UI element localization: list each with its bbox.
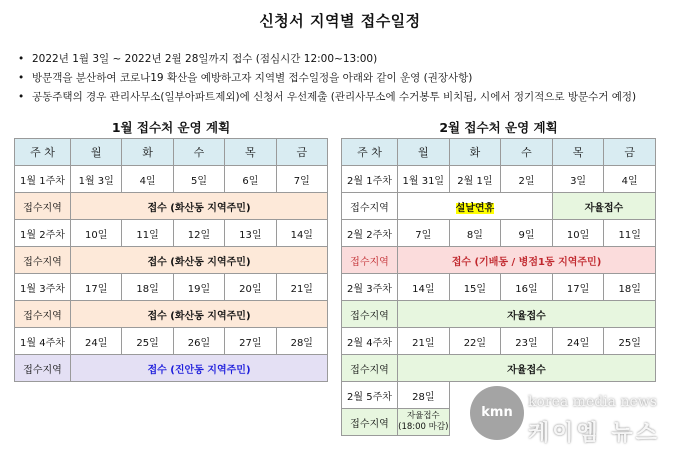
holiday-cell bbox=[398, 193, 553, 220]
table-row: 1월 4주차 24일 25일 26일 27일 28일 bbox=[15, 328, 328, 355]
table-row: 1월 2주차 10일 11일 12일 13일 14일 bbox=[15, 220, 328, 247]
watermark-english: korea media news bbox=[528, 394, 657, 410]
table-row: 1월 1주차 1월 3일 4일 5일 6일 7일 bbox=[15, 166, 328, 193]
notice-item: • 2022년 1월 3일 ~ 2022년 2월 28일까지 접수 (점심시간 12:00~13:00) bbox=[18, 50, 636, 69]
notice-item: • 방문객을 분산하여 코로나19 확산을 예방하고자 지역별 접수일정을 아래와 같이 운영 (권장사항) bbox=[18, 69, 636, 88]
table-row: 2월 2주차 7일 8일 9일 10일 11일 bbox=[342, 220, 656, 247]
area-cell: 자율접수 bbox=[398, 355, 656, 382]
area-row: 접수지역 접수 (진안동 지역주민) bbox=[15, 355, 328, 382]
area-row: 접수지역 접수 (화산동 지역주민) bbox=[15, 247, 328, 274]
table-row: 2월 1주차 1월 31일 2월 1일 2일 3일 4일 bbox=[342, 166, 656, 193]
area-cell: 접수 (화산동 지역주민) bbox=[71, 247, 328, 274]
area-row: 접수지역 접수 (화산동 지역주민) bbox=[15, 301, 328, 328]
watermark bbox=[470, 382, 680, 464]
area-row: 접수지역 자율접수 bbox=[342, 301, 656, 328]
area-row: 접수지역 자율접수 (18:00 마감) bbox=[342, 409, 656, 436]
feb-plan-title: 2월 접수처 운영 계획 bbox=[439, 120, 558, 135]
area-cell: 접수 (화산동 지역주민) bbox=[71, 193, 328, 220]
jan-plan-title: 1월 접수처 운영 계획 bbox=[111, 120, 231, 135]
jan-schedule-table bbox=[14, 138, 328, 382]
area-row: 접수지역 접수 (화산동 지역주민) bbox=[15, 193, 328, 220]
watermark-korean: 케이엠 뉴스 bbox=[528, 421, 660, 446]
holiday-label: 설날연휴 bbox=[455, 202, 495, 214]
bullet-icon: • bbox=[18, 91, 25, 103]
area-cell: 자율접수 bbox=[398, 301, 656, 328]
area-cell: 자율접수 bbox=[552, 193, 655, 220]
table-row: 2월 5주차 28일 bbox=[342, 382, 656, 409]
kmn-logo-icon: kmn bbox=[470, 386, 524, 440]
area-cell: 자율접수 (18:00 마감) bbox=[398, 409, 450, 436]
table-header-row: 주 차 월 화 수 목 금 bbox=[15, 139, 328, 166]
table-row: 2월 3주차 14일 15일 16일 17일 18일 bbox=[342, 274, 656, 301]
notice-list bbox=[18, 50, 636, 107]
area-row: 접수지역 자율접수 bbox=[342, 355, 656, 382]
notice-item: • 공동주택의 경우 관리사무소(일부아파트제외)에 신청서 우선제출 (관리사무소에 수거봉투 비치됨, 시에서 정기적으로 방문수거 예정) bbox=[18, 88, 636, 107]
area-cell: 접수 (기배동 / 병점1동 지역주민) bbox=[398, 247, 656, 274]
area-cell: 접수 (진안동 지역주민) bbox=[71, 355, 328, 382]
area-cell: 접수 (화산동 지역주민) bbox=[71, 301, 328, 328]
table-header-row: 주 차 월 화 수 목 금 bbox=[342, 139, 656, 166]
table-row: 2월 4주차 21일 22일 23일 24일 25일 bbox=[342, 328, 656, 355]
bullet-icon: • bbox=[18, 53, 25, 65]
area-row: 접수지역 접수 (기배동 / 병점1동 지역주민) bbox=[342, 247, 656, 274]
bullet-icon: • bbox=[18, 72, 25, 84]
page-title: 신청서 지역별 접수일정 bbox=[259, 12, 421, 30]
table-row: 1월 3주차 17일 18일 19일 20일 21일 bbox=[15, 274, 328, 301]
area-row: 접수지역 설날연휴 자율접수 bbox=[342, 193, 656, 220]
